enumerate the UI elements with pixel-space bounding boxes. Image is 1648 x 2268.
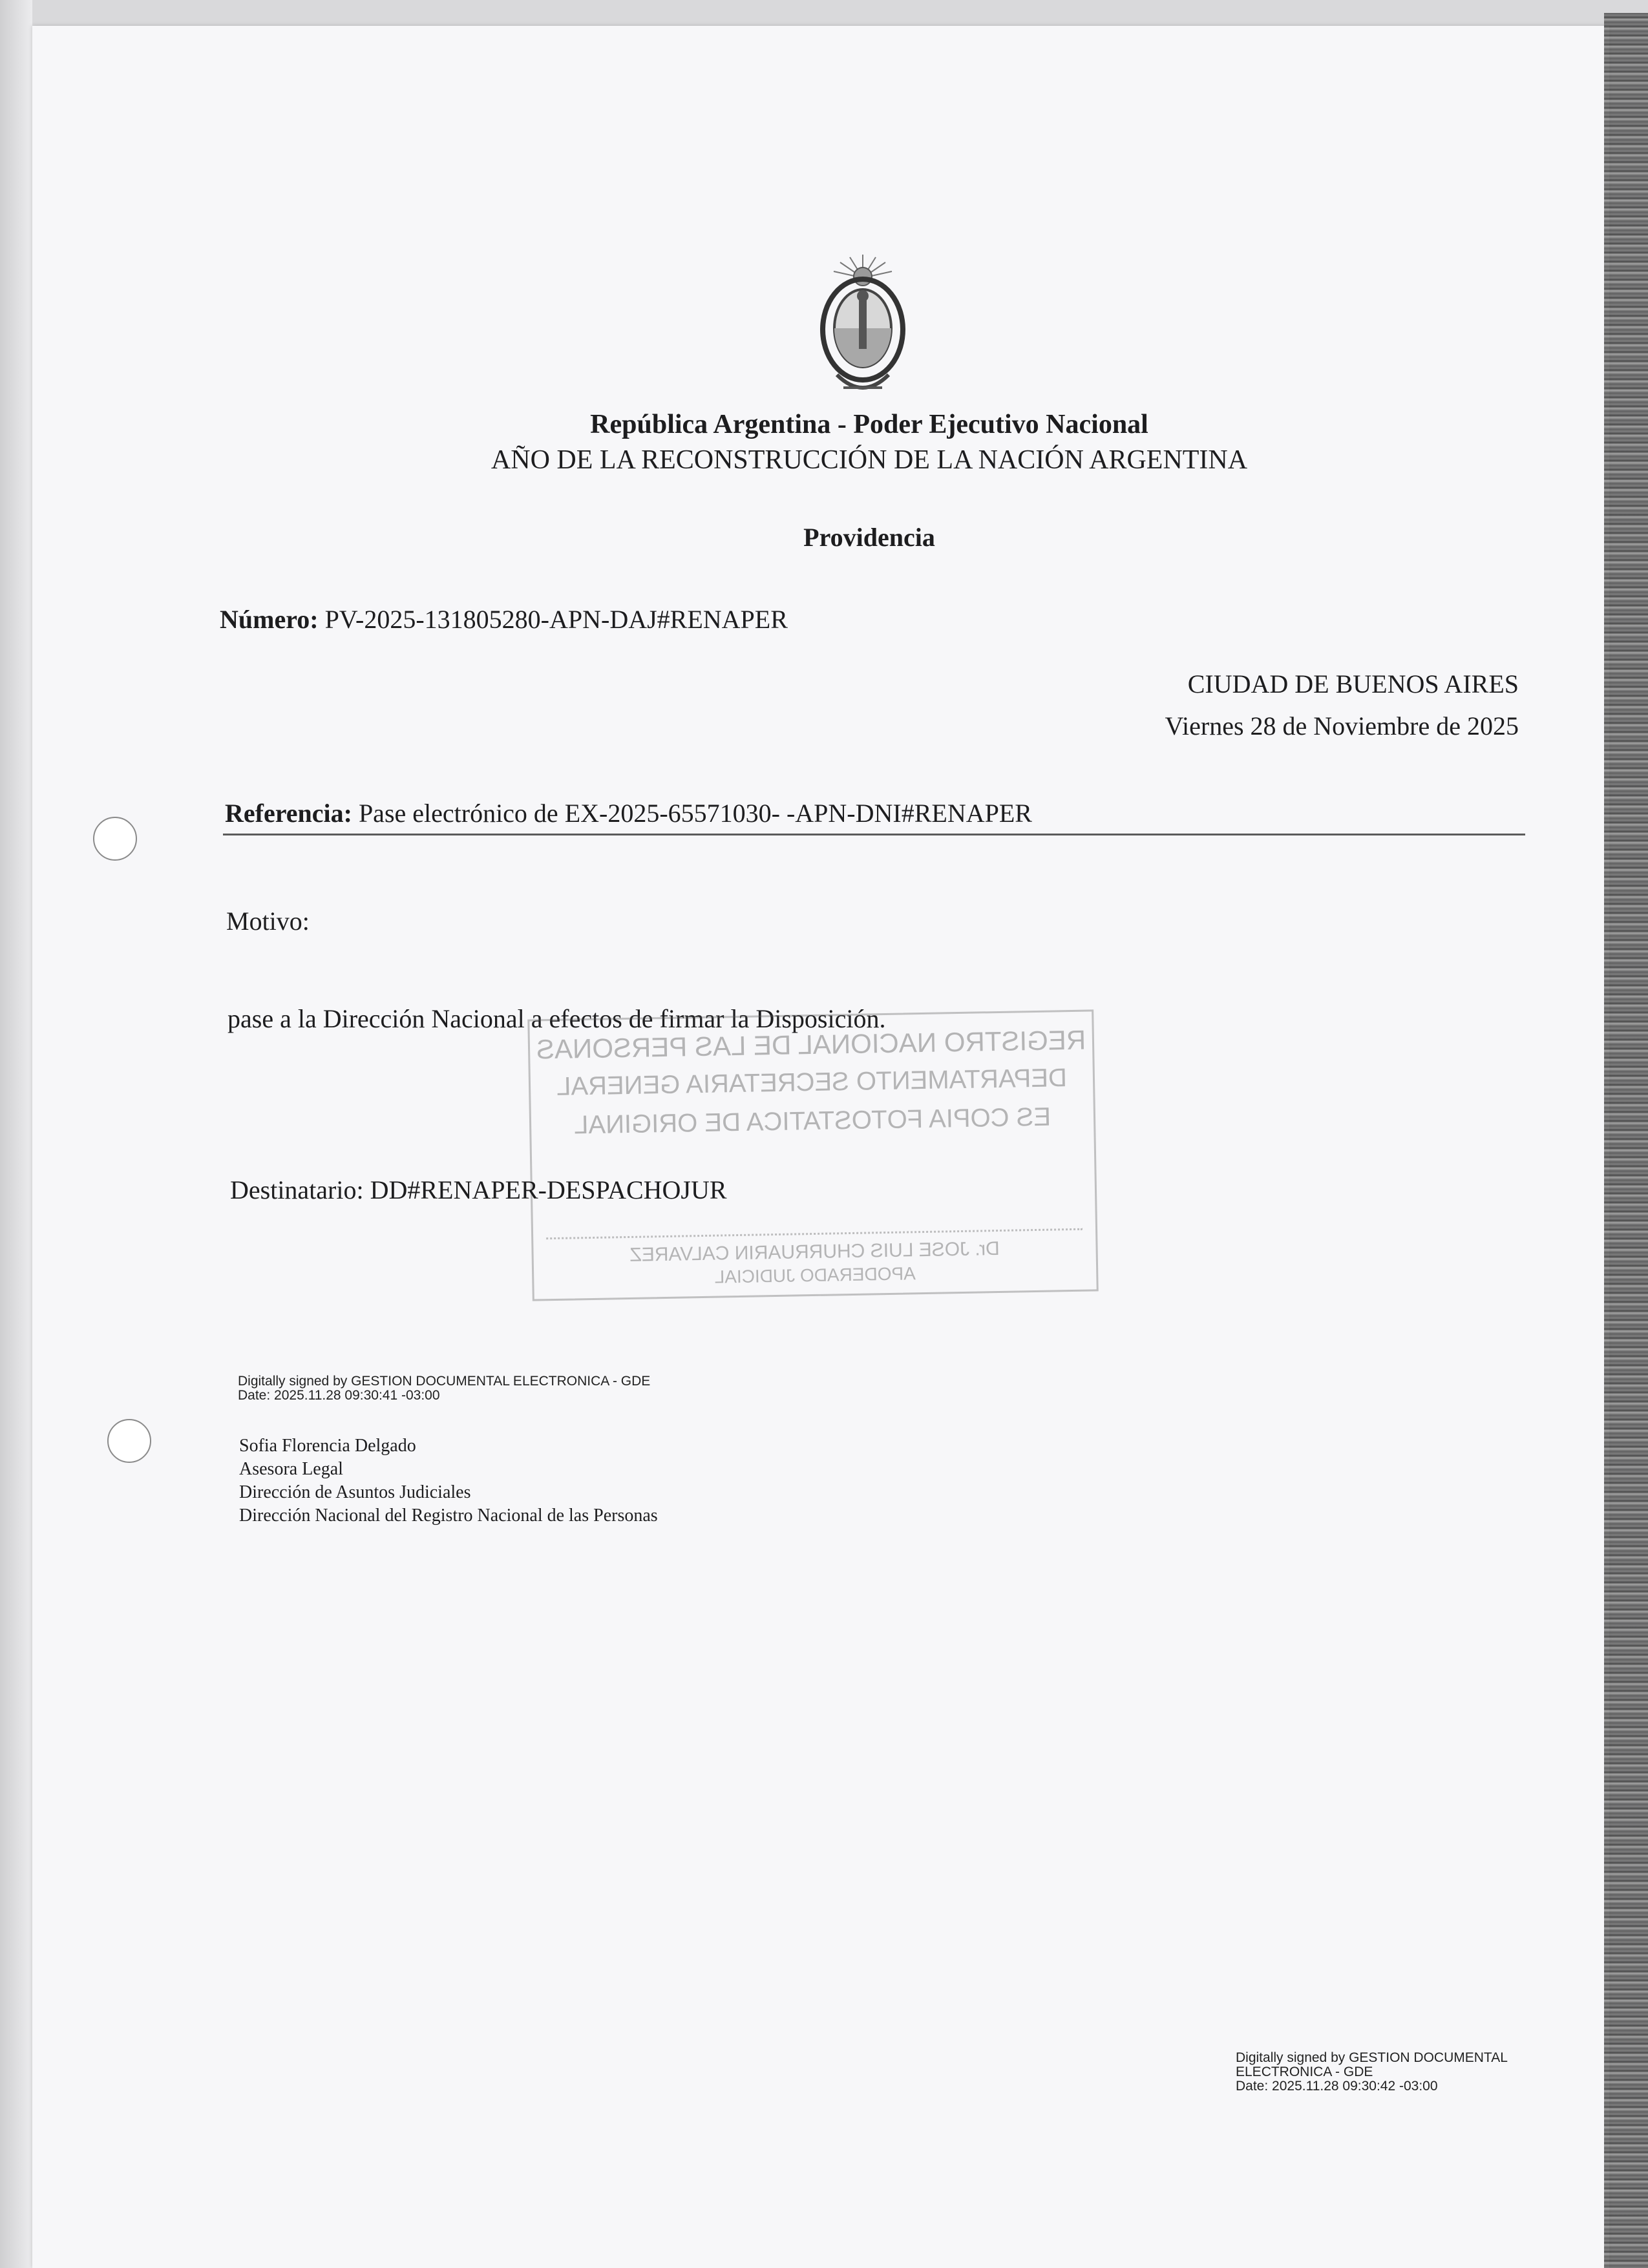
motivo-label: Motivo: — [226, 907, 310, 936]
footer-signature-line: ELECTRONICA - GDE — [1236, 2064, 1373, 2079]
signer-organization: Dirección Nacional del Registro Nacional de las Personas — [239, 1506, 658, 1526]
scan-right-edge — [1604, 13, 1648, 2268]
date: Viernes 28 de Noviembre de 2025 — [1165, 711, 1519, 740]
motivo-text: pase a la Dirección Nacional a efectos de firmar la Disposición. — [227, 1004, 886, 1033]
destinatario: Destinatario: DD#RENAPER-DESPACHOJUR — [230, 1175, 727, 1204]
header-subtitle: AÑO DE LA RECONSTRUCCIÓN DE LA NACIÓN ARGENTINA — [491, 445, 1248, 475]
punch-hole — [93, 817, 137, 861]
footer-signature-line: Digitally signed by GESTION DOCUMENTAL — [1236, 2050, 1508, 2065]
document-type: Providencia — [803, 523, 935, 552]
scan-left-edge — [0, 0, 32, 2268]
numero-value: PV-2025-131805280-APN-DAJ#RENAPER — [324, 605, 788, 634]
place: CIUDAD DE BUENOS AIRES — [1187, 669, 1519, 698]
stamp-line: ES COPIA FOTOSTATICA DE ORIGINAL — [573, 1102, 1051, 1140]
signer-role: Asesora Legal — [239, 1459, 343, 1479]
certification-stamp — [527, 1009, 1098, 1301]
footer-digital-signature — [1236, 2051, 1508, 2094]
numero-line — [220, 604, 788, 635]
signer-unit: Dirección de Asuntos Judiciales — [239, 1482, 471, 1502]
stamp-line: DEPARTAMENTO SECRETARIA GENERAL — [556, 1064, 1068, 1101]
numero-label: Número: — [220, 605, 319, 634]
footer-signature-date: Date: 2025.11.28 09:30:42 -03:00 — [1236, 2079, 1438, 2094]
digital-signature-stamp — [238, 1374, 650, 1403]
referencia-label: Referencia: — [225, 799, 352, 828]
digital-signature-date: Date: 2025.11.28 09:30:41 -03:00 — [238, 1388, 440, 1403]
header-title: República Argentina - Poder Ejecutivo Nacional — [590, 410, 1148, 439]
referencia-value: Pase electrónico de EX-2025-65571030- -APN-DNI#RENAPER — [358, 799, 1032, 828]
stamp-line: APODERADO JUDICIAL — [714, 1263, 916, 1287]
referencia-line — [225, 798, 1032, 828]
signer-name: Sofia Florencia Delgado — [239, 1436, 416, 1456]
divider — [223, 834, 1525, 835]
stamp-line: Dr. JOSE LUIS CHURRUARIN CALVAREZ — [629, 1237, 1000, 1266]
signature-block — [239, 1434, 658, 1528]
coat-of-arms-icon — [811, 252, 914, 407]
digital-signature-line: Digitally signed by GESTION DOCUMENTAL ELECTRONICA - GDE — [238, 1374, 651, 1389]
punch-hole — [107, 1419, 151, 1463]
stamp-line: REGISTRO NACIONAL DE LAS PERSONAS — [536, 1024, 1086, 1065]
